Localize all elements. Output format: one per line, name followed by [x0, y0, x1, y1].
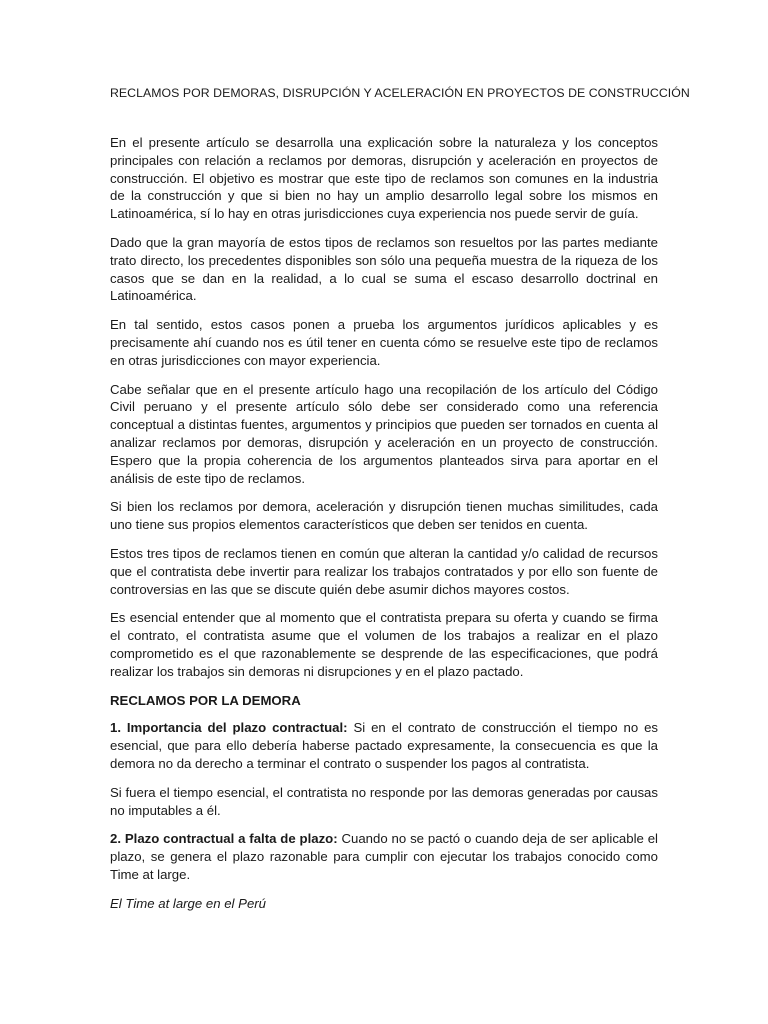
- item-lead: 1. Importancia del plazo contractual:: [110, 720, 348, 736]
- item-lead: 2. Plazo contractual a falta de plazo:: [110, 831, 338, 847]
- section-heading: RECLAMOS POR LA DEMORA: [110, 692, 301, 708]
- paragraph-similarities: Si bien los reclamos por demora, aceleración y disrupción tienen muchas similitudes, cada uno tiene sus propios elementos característicos que deben ser tenidos en cuenta.: [110, 499, 658, 533]
- paragraph-jurisdictions: En tal sentido, estos casos ponen a prueba los argumentos jurídicos aplicables y es precisamente ahí cuando nos es útil tener en cuenta cómo se resuelve este tipo de reclamos en otras jurisdicciones con mayor experiencia.: [110, 317, 658, 368]
- item-text: Cuando no se pactó o cuando deja de ser aplicable el plazo, se genera el plazo razonable para cumplir con ejecutar los trabajos conocido como Time at large.: [110, 831, 658, 882]
- paragraph-precedents: Dado que la gran mayoría de estos tipos de reclamos son resueltos por las partes mediante trato directo, los precedentes disponibles son sólo una pequeña muestra de la riqueza de los casos que se dan en la realidad, a lo cual se suma el escaso desarrollo doctrinal en Latinoamérica.: [110, 234, 658, 304]
- paragraph-offer: Es esencial entender que al momento que el contratista prepara su oferta y cuando se firma el contrato, el contratista asume que el volumen de los trabajos a realizar en el plazo comprometido es el que razonablemente se desprende de las especificaciones, que podrá realizar los trabajos sin demoras ni disrupciones y en el plazo pactado.: [110, 610, 658, 679]
- item-missing-term: [110, 830, 658, 883]
- paragraph-compilation: Cabe señalar que en el presente artículo hago una recopilación de los artículo del Código Civil peruano y el presente artículo sólo debe ser considerado como una referencia conceptual a distintas fuentes, argumentos y principios que pueden ser tornados en cuenta al analizar reclamos por demoras, disrupción y aceleración en un proyecto de construcción. Espero que la propia coherencia de los argumentos planteados sirva para aportar en el análisis de este tipo de reclamos.: [110, 381, 658, 486]
- paragraph-intro: En el presente artículo se desarrolla una explicación sobre la naturaleza y los conceptos principales con relación a reclamos por demoras, disrupción y aceleración en proyectos de construcción. El objetivo es mostrar que este tipo de reclamos son comunes en la industria de la construcción y que si bien no hay un amplio desarrollo legal sobre los mismos en Latinoamérica, sí lo hay en otras jurisdicciones cuya experiencia nos puede servir de guía.: [110, 135, 658, 222]
- paragraph-essential-time: Si fuera el tiempo esencial, el contratista no responde por las demoras generadas por causas no imputables a él.: [110, 784, 658, 818]
- document-page: [110, 86, 690, 912]
- item-importance-of-term: [110, 719, 658, 772]
- paragraph-common-traits: Estos tres tipos de reclamos tienen en común que alteran la cantidad y/o calidad de recursos que el contratista debe invertir para realizar los trabajos contratados y por ello son fuente de controversias en las que se discute quién debe asumir dichos mayores costos.: [110, 545, 658, 597]
- item-text: Si en el contrato de construcción el tiempo no es esencial, que para ello debería haberse pactado expresamente, la consecuencia es que la demora no da derecho a terminar el contrato o suspender los pagos al contratista.: [110, 720, 659, 771]
- italic-subheading: El Time at large en el Perú: [110, 895, 267, 911]
- document-title: RECLAMOS POR DEMORAS, DISRUPCIÓN Y ACELERACIÓN EN PROYECTOS DE CONSTRUCCIÓN: [110, 86, 690, 100]
